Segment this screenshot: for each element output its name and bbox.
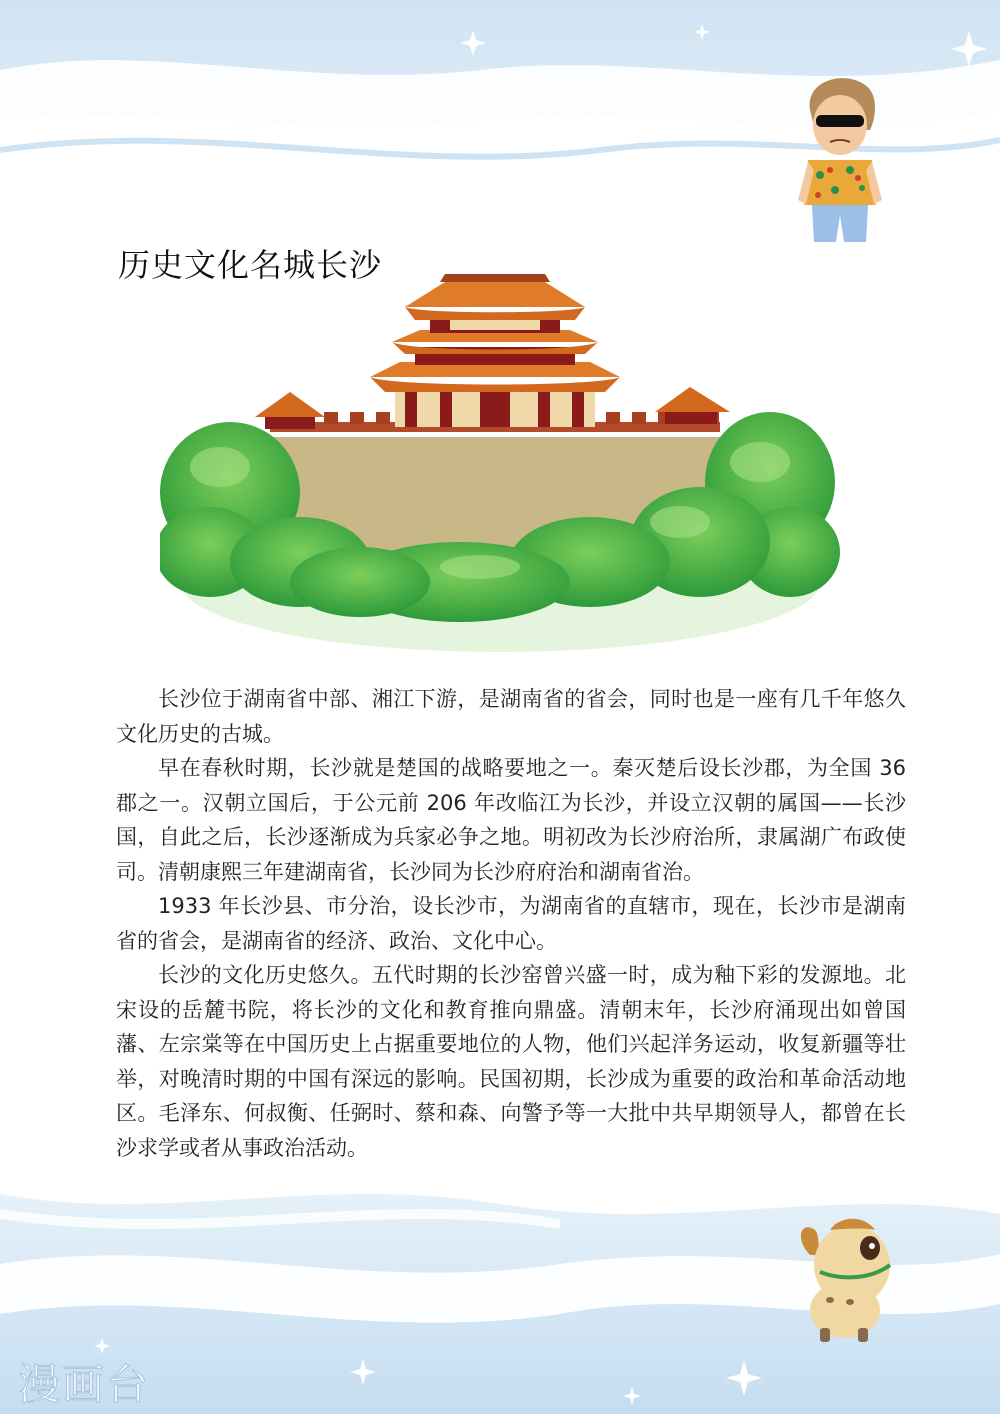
man-with-sunglasses-character	[790, 70, 890, 250]
left-pavilion	[255, 392, 325, 429]
watermark-logo: 漫画台	[18, 1360, 151, 1409]
main-tower	[370, 274, 620, 427]
paragraph-4: 长沙的文化历史悠久。五代时期的长沙窑曾兴盛一时，成为釉下彩的发源地。北宋设的岳麓书院，将长沙的文化和教育推向鼎盛。清朝末年，长沙府涌现出如曾国藩、左宗棠等在中国历史上占据重要地位的人物，他们兴起洋务运动，收复新疆等壮举，对晚清时期的中国有深远的影响。民国初期，长沙成为重要的政治和革命活动地区。毛泽东、何叔衡、任弼时、蔡和森、向警予等一大批中共早期领导人，都曾在长沙求学或者从事政治活动。	[116, 963, 906, 1160]
paragraph-3: 1933 年长沙县、市分治，设长沙市，为湖南省的直辖市，现在，长沙市是湖南省的省会，是湖南省的经济、政治、文化中心。	[116, 894, 906, 953]
tower-illustration	[160, 262, 840, 662]
paragraph-1: 长沙位于湖南省中部、湘江下游，是湖南省的省会，同时也是一座有几千年悠久文化历史的古城。	[116, 687, 906, 746]
cartoon-horse-character	[790, 1210, 900, 1345]
paragraph-2: 早在春秋时期，长沙就是楚国的战略要地之一。秦灭楚后设长沙郡，为全国 36 郡之一。汉朝立国后，于公元前 206 年改临江为长沙，并设立汉朝的属国——长沙国，自此之后，长沙逐渐成为兵家必争之地。明初改为长沙府治所，隶属湖广布政使司。清朝康熙三年建湖南省，长沙同为长沙府府治和湖南省治。	[116, 756, 906, 884]
article-body	[116, 682, 906, 1165]
page-title: 历史文化名城长沙	[118, 246, 383, 284]
